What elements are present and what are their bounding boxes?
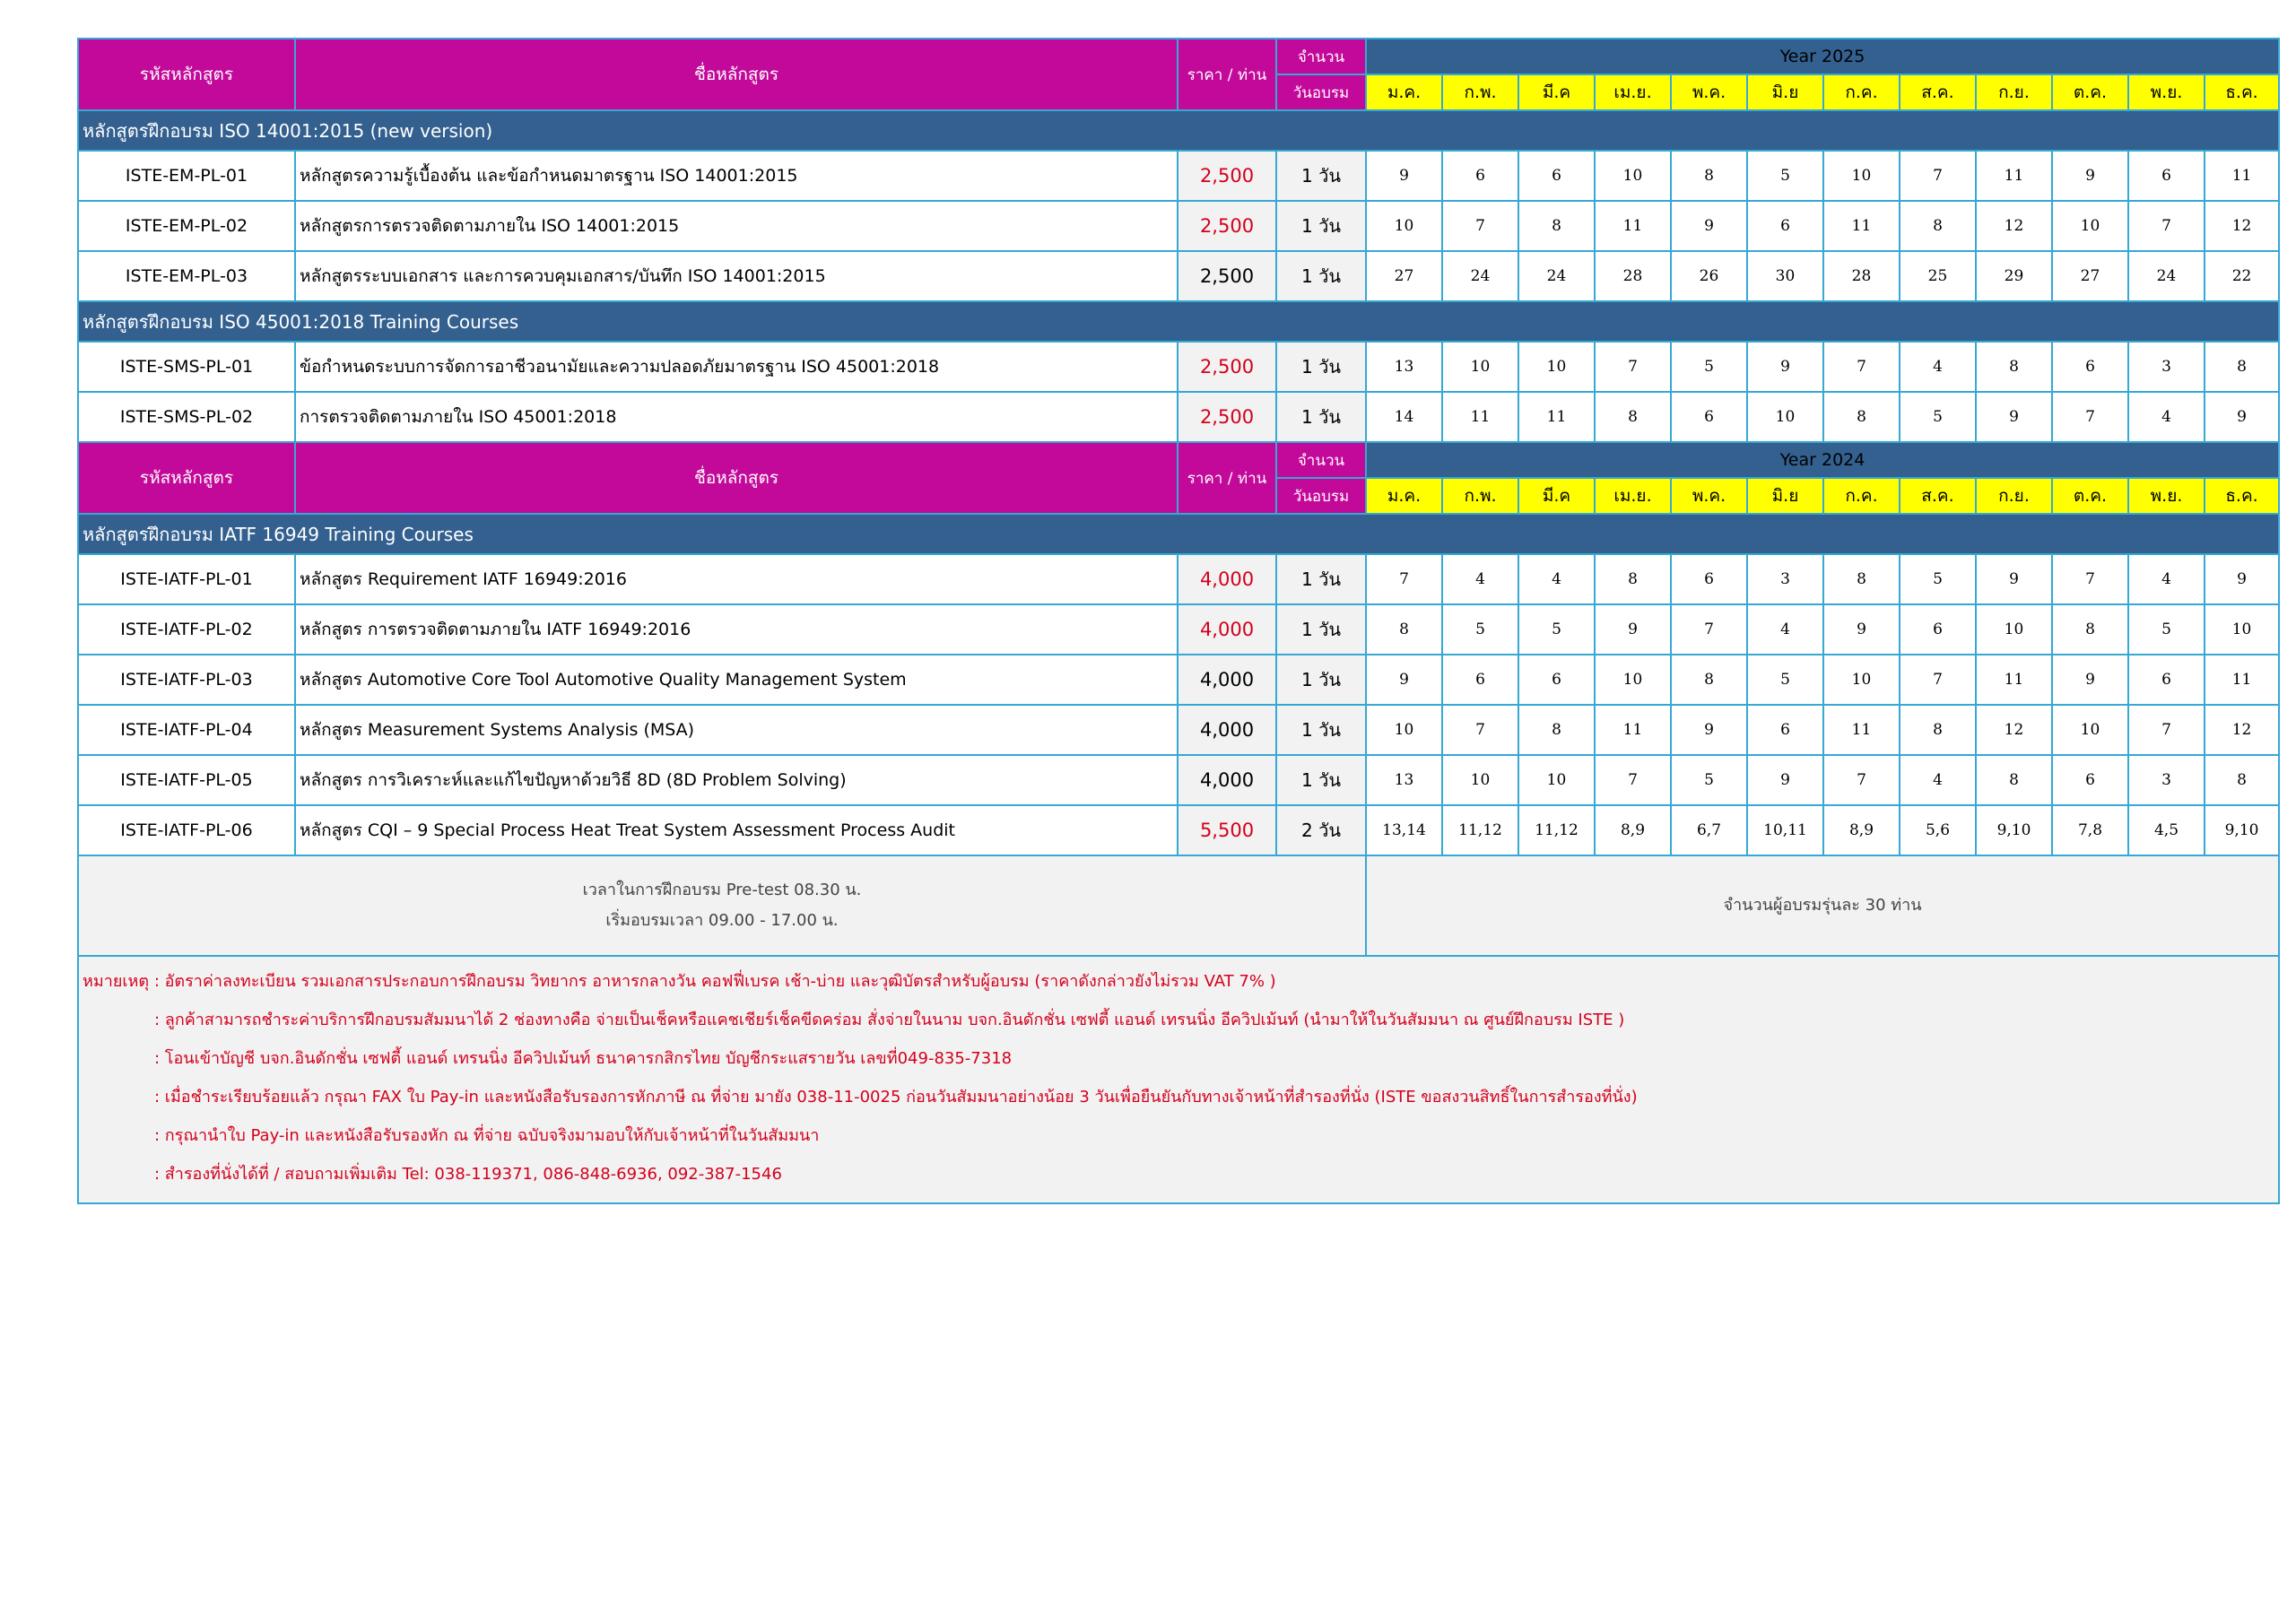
course-price: 4,000 [1178,705,1276,755]
schedule-date: 27 [2052,251,2128,301]
course-code: ISTE-EM-PL-02 [78,201,295,251]
schedule-date: 10 [1823,655,1900,705]
schedule-date: 6 [2052,755,2128,805]
schedule-date: 4 [1900,755,1976,805]
schedule-date: 8 [2052,604,2128,655]
schedule-date: 9 [2052,151,2128,201]
schedule-date: 27 [1366,251,1442,301]
month-header: มิ.ย [1747,478,1823,514]
schedule-date: 5 [1900,554,1976,604]
section-title: หลักสูตรฝึกอบรม ISO 14001:2015 (new version) [78,110,2279,151]
section-title: หลักสูตรฝึกอบรม IATF 16949 Training Courses [78,514,2279,554]
schedule-date: 8 [1900,705,1976,755]
course-row [78,805,2279,855]
schedule-date: 11,12 [1518,805,1595,855]
course-name: หลักสูตร Requirement IATF 16949:2016 [295,554,1178,604]
course-name: หลักสูตร การตรวจติดตามภายใน IATF 16949:2016 [295,604,1178,655]
course-duration: 2 วัน [1276,805,1366,855]
course-code: ISTE-EM-PL-01 [78,151,295,201]
course-row [78,251,2279,301]
schedule-date: 6 [1518,151,1595,201]
schedule-date: 5 [1671,342,1747,392]
course-duration: 1 วัน [1276,151,1366,201]
schedule-date: 14 [1366,392,1442,442]
schedule-date: 6 [1747,705,1823,755]
schedule-date: 9 [1976,554,2052,604]
col-header-price: ราคา / ท่าน [1178,39,1276,110]
schedule-date: 13 [1366,755,1442,805]
schedule-date: 5 [1442,604,1518,655]
schedule-date: 12 [2205,201,2279,251]
course-code: ISTE-IATF-PL-02 [78,604,295,655]
course-price: 4,000 [1178,554,1276,604]
schedule-date: 7 [1823,755,1900,805]
course-name: หลักสูตรการตรวจติดตามภายใน ISO 14001:2015 [295,201,1178,251]
schedule-date: 8 [2205,342,2279,392]
schedule-date: 8 [1518,201,1595,251]
schedule-date: 6 [1442,655,1518,705]
schedule-date: 10 [1823,151,1900,201]
course-duration: 1 วัน [1276,392,1366,442]
col-header-code: รหัสหลักสูตร [78,442,295,514]
schedule-date: 8 [1900,201,1976,251]
schedule-date: 3 [1747,554,1823,604]
schedule-date: 22 [2205,251,2279,301]
course-price: 2,500 [1178,392,1276,442]
schedule-date: 11 [1595,201,1671,251]
schedule-date: 9 [1671,705,1747,755]
training-hours: เริ่มอบรมเวลา 09.00 - 17.00 น. [605,911,839,930]
schedule-date: 5 [1518,604,1595,655]
schedule-date: 24 [2128,251,2205,301]
course-row [78,342,2279,392]
schedule-date: 7 [1366,554,1442,604]
schedule-date: 4,5 [2128,805,2205,855]
note-line: : สำรองที่นั่งได้ที่ / สอบถามเพิ่มเติม Tel: 038-119371, 086-848-6936, 092-387-1546 [154,1165,782,1184]
section-title: หลักสูตรฝึกอบรม ISO 45001:2018 Training Courses [78,301,2279,342]
schedule-date: 7 [2052,392,2128,442]
course-name: หลักสูตร Measurement Systems Analysis (MSA) [295,705,1178,755]
schedule-date: 9 [1595,604,1671,655]
schedule-date: 10 [1366,201,1442,251]
month-header: ธ.ค. [2205,478,2279,514]
col-header-name: ชื่อหลักสูตร [295,442,1178,514]
schedule-date: 10 [1595,655,1671,705]
month-header: ก.พ. [1442,74,1518,110]
schedule-date: 11 [2205,151,2279,201]
col-header-days-top: จำนวน [1276,39,1366,74]
schedule-date: 3 [2128,342,2205,392]
schedule-date: 6 [2128,655,2205,705]
schedule-date: 9 [1747,342,1823,392]
section-row [78,301,2279,342]
schedule-date: 11 [1823,201,1900,251]
schedule-date: 5,6 [1900,805,1976,855]
course-duration: 1 วัน [1276,705,1366,755]
schedule-date: 4 [1518,554,1595,604]
col-header-days-top: จำนวน [1276,442,1366,478]
course-code: ISTE-SMS-PL-02 [78,392,295,442]
schedule-date: 4 [1747,604,1823,655]
month-header: ต.ค. [2052,478,2128,514]
schedule-date: 7 [2052,554,2128,604]
schedule-date: 7,8 [2052,805,2128,855]
schedule-date: 11 [1823,705,1900,755]
note-line: : เมื่อชำระเรียบร้อยแล้ว กรุณา FAX ใบ Pay-in และหนังสือรับรองการหักภาษี ณ ที่จ่าย มายัง 038-11-0025 ก่อนวันสัมมนาอย่างน้อย 3 วันเพื่อยืนยันกับทางเจ้าหน้าที่สำรองที่นั่ง (ISTE ขอสงวนสิทธิ์ในการสำรองที่นั่ง) [154,1088,1638,1107]
schedule-date: 10 [1442,755,1518,805]
schedule-date: 6 [1900,604,1976,655]
month-header: เม.ย. [1595,74,1671,110]
class-capacity: จำนวนผู้อบรมรุ่นละ 30 ท่าน [1366,855,2279,956]
course-row [78,705,2279,755]
schedule-date: 8,9 [1823,805,1900,855]
course-name: การตรวจติดตามภายใน ISO 45001:2018 [295,392,1178,442]
footer-row [78,855,2279,956]
schedule-date: 10 [2052,201,2128,251]
schedule-date: 6 [1442,151,1518,201]
col-header-days-bottom: วันอบรม [1276,74,1366,110]
course-price: 2,500 [1178,251,1276,301]
month-header: มี.ค [1518,74,1595,110]
course-row [78,655,2279,705]
schedule-date: 8 [1823,554,1900,604]
schedule-date: 28 [1595,251,1671,301]
schedule-date: 8 [1671,151,1747,201]
schedule-date: 10 [1976,604,2052,655]
schedule-date: 10,11 [1747,805,1823,855]
schedule-date: 8 [1518,705,1595,755]
col-header-name: ชื่อหลักสูตร [295,39,1178,110]
course-duration: 1 วัน [1276,342,1366,392]
schedule-date: 7 [1671,604,1747,655]
col-header-price: ราคา / ท่าน [1178,442,1276,514]
schedule-date: 4 [1442,554,1518,604]
course-row [78,554,2279,604]
schedule-date: 8 [1823,392,1900,442]
schedule-date: 25 [1900,251,1976,301]
schedule-date: 9 [1747,755,1823,805]
month-header: พ.ย. [2128,478,2205,514]
schedule-date: 9 [2052,655,2128,705]
col-header-days-bottom: วันอบรม [1276,478,1366,514]
course-price: 2,500 [1178,342,1276,392]
schedule-date: 7 [1442,705,1518,755]
schedule-date: 24 [1518,251,1595,301]
schedule-date: 9 [1366,655,1442,705]
header-row-top [78,442,2279,478]
course-row [78,755,2279,805]
schedule-date: 7 [1595,755,1671,805]
schedule-date: 10 [1518,755,1595,805]
schedule-date: 9,10 [1976,805,2052,855]
course-duration: 1 วัน [1276,755,1366,805]
schedule-date: 9 [2205,554,2279,604]
course-name: ข้อกำหนดระบบการจัดการอาชีวอนามัยและความปลอดภัยมาตรฐาน ISO 45001:2018 [295,342,1178,392]
course-price: 4,000 [1178,604,1276,655]
header-row-top [78,39,2279,74]
schedule-date: 8 [1976,342,2052,392]
course-duration: 1 วัน [1276,554,1366,604]
schedule-date: 9 [1366,151,1442,201]
schedule-date: 12 [1976,705,2052,755]
schedule-date: 11 [1442,392,1518,442]
schedule-date: 5 [1900,392,1976,442]
schedule-date: 10 [1442,342,1518,392]
schedule-date: 11,12 [1442,805,1518,855]
course-name: หลักสูตรระบบเอกสาร และการควบคุมเอกสาร/บันทึก ISO 14001:2015 [295,251,1178,301]
schedule-date: 7 [2128,201,2205,251]
schedule-date: 5 [1671,755,1747,805]
schedule-date: 6 [2052,342,2128,392]
schedule-date: 30 [1747,251,1823,301]
course-schedule-table [77,38,2280,1204]
schedule-date: 6 [2128,151,2205,201]
course-row [78,201,2279,251]
schedule-date: 5 [2128,604,2205,655]
schedule-date: 11 [1976,151,2052,201]
schedule-date: 10 [2052,705,2128,755]
schedule-date: 4 [2128,554,2205,604]
note-line: : โอนเข้าบัญชี บจก.อินดักชั่น เซฟตี้ แอนด์ เทรนนิ่ง อีควิปเม้นท์ ธนาคารกสิกรไทย บัญชีกระแสรายวัน เลขที่049-835-7318 [154,1049,1013,1068]
schedule-date: 8 [1671,655,1747,705]
month-header: ม.ค. [1366,478,1442,514]
course-price: 2,500 [1178,201,1276,251]
note-line: หมายเหตุ : อัตราค่าลงทะเบียน รวมเอกสารประกอบการฝึกอบรม วิทยากร อาหารกลางวัน คอฟฟี่เบรค เช้า-บ่าย และวุฒิบัตรสำหรับผู้อบรม (ราคาดังกล่าวยังไม่รวม VAT 7% ) [83,972,1276,991]
schedule-date: 9 [1823,604,1900,655]
course-duration: 1 วัน [1276,655,1366,705]
schedule-date: 7 [1823,342,1900,392]
schedule-date: 8 [1366,604,1442,655]
month-header: ส.ค. [1900,74,1976,110]
year-header: Year 2025 [1366,39,2279,74]
schedule-date: 10 [1518,342,1595,392]
schedule-date: 8 [1976,755,2052,805]
schedule-date: 11 [1595,705,1671,755]
schedule-date: 24 [1442,251,1518,301]
schedule-date: 11 [2205,655,2279,705]
pretest-time: เวลาในการฝึกอบรม Pre-test 08.30 น. [582,881,862,899]
course-name: หลักสูตร Automotive Core Tool Automotive Quality Management System [295,655,1178,705]
month-header: ก.ค. [1823,74,1900,110]
schedule-date: 26 [1671,251,1747,301]
schedule-date: 29 [1976,251,2052,301]
schedule-date: 28 [1823,251,1900,301]
schedule-date: 9,10 [2205,805,2279,855]
notes-block [78,956,2279,1203]
schedule-date: 3 [2128,755,2205,805]
schedule-date: 7 [2128,705,2205,755]
year-header: Year 2024 [1366,442,2279,478]
schedule-date: 11 [1518,392,1595,442]
schedule-date: 5 [1747,151,1823,201]
schedule-date: 8 [2205,755,2279,805]
course-duration: 1 วัน [1276,604,1366,655]
schedule-date: 11 [1976,655,2052,705]
section-row [78,514,2279,554]
schedule-date: 8 [1595,392,1671,442]
month-header: พ.ย. [2128,74,2205,110]
course-code: ISTE-EM-PL-03 [78,251,295,301]
schedule-date: 6 [1671,392,1747,442]
schedule-date: 9 [1671,201,1747,251]
schedule-date: 7 [1900,151,1976,201]
course-price: 5,500 [1178,805,1276,855]
month-header: ต.ค. [2052,74,2128,110]
course-row [78,151,2279,201]
course-code: ISTE-IATF-PL-03 [78,655,295,705]
month-header: ม.ค. [1366,74,1442,110]
schedule-date: 7 [1900,655,1976,705]
note-line: : กรุณานำใบ Pay-in และหนังสือรับรองหัก ณ ที่จ่าย ฉบับจริงมามอบให้กับเจ้าหน้าที่ในวันสัมมนา [154,1126,820,1145]
course-row [78,604,2279,655]
schedule-date: 10 [2205,604,2279,655]
col-header-code: รหัสหลักสูตร [78,39,295,110]
schedule-date: 7 [1442,201,1518,251]
course-code: ISTE-IATF-PL-05 [78,755,295,805]
course-name: หลักสูตรความรู้เบื้องต้น และข้อกำหนดมาตรฐาน ISO 14001:2015 [295,151,1178,201]
month-header: มิ.ย [1747,74,1823,110]
course-code: ISTE-SMS-PL-01 [78,342,295,392]
notes-row [78,956,2279,1203]
course-price: 2,500 [1178,151,1276,201]
schedule-date: 10 [1595,151,1671,201]
schedule-date: 10 [1366,705,1442,755]
month-header: มี.ค [1518,478,1595,514]
month-header: เม.ย. [1595,478,1671,514]
course-code: ISTE-IATF-PL-04 [78,705,295,755]
section-row [78,110,2279,151]
schedule-date: 4 [2128,392,2205,442]
course-name: หลักสูตร การวิเคราะห์และแก้ไขปัญหาด้วยวิธี 8D (8D Problem Solving) [295,755,1178,805]
course-duration: 1 วัน [1276,251,1366,301]
course-row [78,392,2279,442]
schedule-date: 6 [1671,554,1747,604]
schedule-date: 6 [1518,655,1595,705]
schedule-date: 8 [1595,554,1671,604]
schedule-date: 9 [1976,392,2052,442]
course-code: ISTE-IATF-PL-06 [78,805,295,855]
month-header: พ.ค. [1671,74,1747,110]
month-header: ก.พ. [1442,478,1518,514]
schedule-date: 13 [1366,342,1442,392]
schedule-date: 6,7 [1671,805,1747,855]
schedule-date: 12 [2205,705,2279,755]
schedule-date: 7 [1595,342,1671,392]
month-header: พ.ค. [1671,478,1747,514]
note-line: : ลูกค้าสามารถชำระค่าบริการฝึกอบรมสัมมนาได้ 2 ช่องทางคือ จ่ายเป็นเช็คหรือแคชเชียร์เช็คขีดคร่อม สั่งจ่ายในนาม บจก.อินดักชั่น เซฟตี้ แอนด์ เทรนนิ่ง อีควิปเม้นท์ (นำมาให้ในวันสัมมนา ณ ศูนย์ฝึกอบรม ISTE ) [154,1011,1625,1029]
schedule-date: 4 [1900,342,1976,392]
schedule-date: 8,9 [1595,805,1671,855]
course-price: 4,000 [1178,655,1276,705]
month-header: ก.ย. [1976,478,2052,514]
month-header: ก.ค. [1823,478,1900,514]
course-duration: 1 วัน [1276,201,1366,251]
course-code: ISTE-IATF-PL-01 [78,554,295,604]
month-header: ธ.ค. [2205,74,2279,110]
month-header: ก.ย. [1976,74,2052,110]
schedule-date: 6 [1747,201,1823,251]
schedule-date: 9 [2205,392,2279,442]
course-name: หลักสูตร CQI – 9 Special Process Heat Treat System Assessment Process Audit [295,805,1178,855]
schedule-date: 13,14 [1366,805,1442,855]
course-price: 4,000 [1178,755,1276,805]
training-time-info [78,855,1366,956]
schedule-date: 12 [1976,201,2052,251]
month-header: ส.ค. [1900,478,1976,514]
schedule-date: 10 [1747,392,1823,442]
schedule-date: 5 [1747,655,1823,705]
